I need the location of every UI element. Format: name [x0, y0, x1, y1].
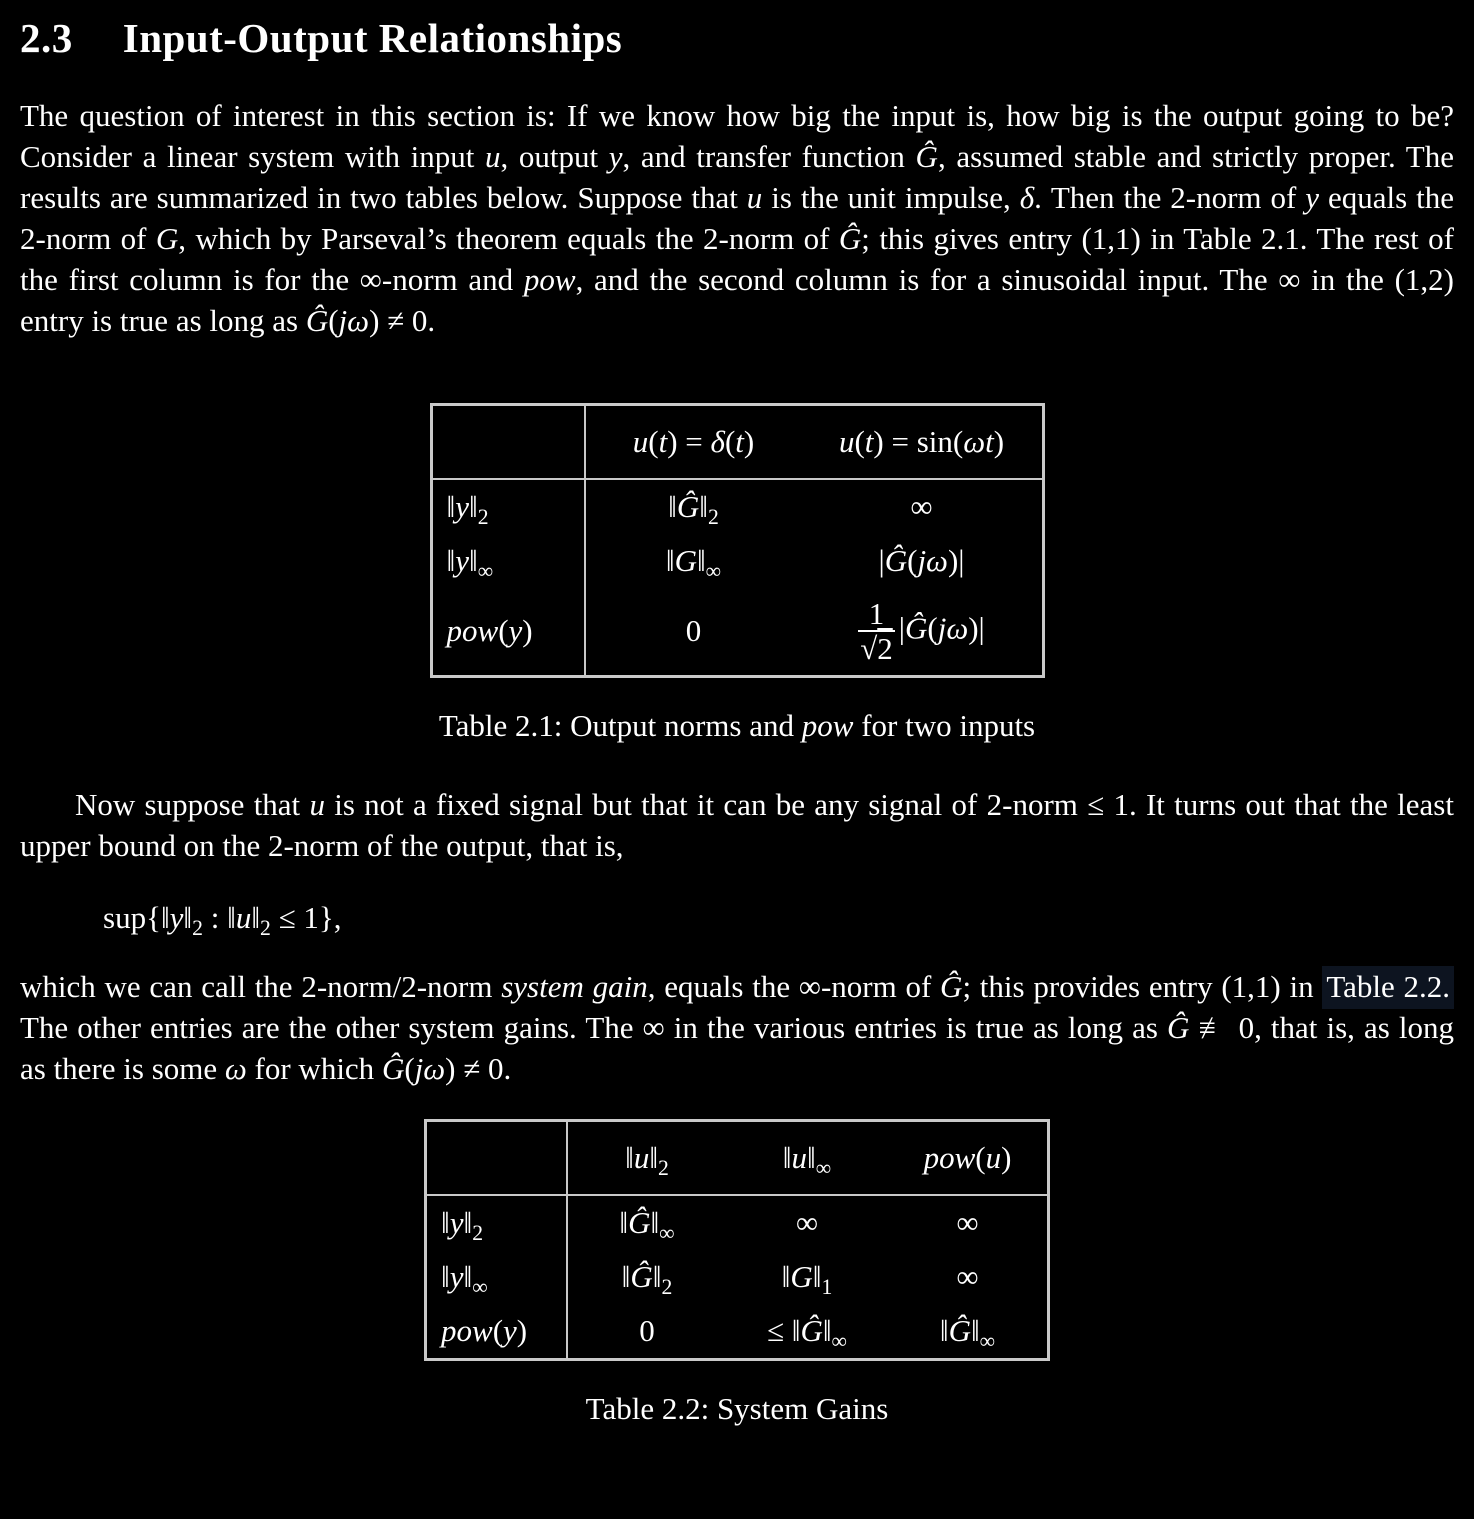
- table-cell: ∞: [795, 1204, 819, 1240]
- table-cell: $‖Ĝ‖_2$: [668, 489, 719, 530]
- table-2-1: [430, 403, 1045, 678]
- column-header-cell: $‖u‖_2$: [567, 1120, 726, 1195]
- table-2-2-figure: [20, 1119, 1454, 1427]
- table-cell: |Ĝ(jω)|: [878, 543, 965, 578]
- table-2-2-caption: Table 2.2: System Gains: [585, 1390, 889, 1426]
- table-row: [426, 1195, 1049, 1250]
- table-cell: ≤ $‖Ĝ‖_\infty$: [766, 1312, 848, 1354]
- table-2-1-figure: [20, 403, 1454, 744]
- table-cell: ∞: [956, 1258, 979, 1294]
- paragraph-intro: The question of interest in this section is: If we know how big the input is, how big is the output going to be? Consider a linear system with input u, output y, and transfer function Ĝ, assumed stable and strictly proper. The results are summarized in two tables below. Suppose that u is the unit impulse, δ. Then the 2-norm of y equals the 2-norm of G, which by Parseval’s theorem equals the 2-norm of Ĝ; this gives entry (1,1) in Table 2.1. The rest of the first column is for the ∞-norm and pow, and the second column is for a sinusoidal input. The ∞ in the (1,2) entry is true as long as Ĝ(jω) ≠ 0.: [20, 98, 1454, 338]
- table-2-1-caption: Table 2.1: Output norms and pow for two inputs: [438, 707, 1036, 743]
- table-row: [431, 534, 1043, 588]
- table-cell: ∞: [910, 489, 933, 524]
- table-2-2: [424, 1119, 1050, 1361]
- column-header-cell: pow(u): [888, 1120, 1049, 1195]
- row-label-cell: $‖y‖_\infty$: [426, 1250, 568, 1304]
- column-header-cell: u(t) = sin(ωt): [802, 405, 1044, 480]
- table-cell: ∞: [956, 1204, 979, 1240]
- section-heading: [20, 14, 1454, 62]
- table-cell: $‖G‖_\infty$: [665, 543, 722, 584]
- table-row: [431, 588, 1043, 676]
- corner-cell: [431, 405, 585, 480]
- table-cell: $‖G‖_1$: [781, 1258, 833, 1300]
- corner-cell: [426, 1120, 568, 1195]
- table-2-2-link[interactable]: Table 2.2.: [1322, 966, 1454, 1009]
- column-header-cell: $‖u‖_\infty$: [726, 1120, 888, 1195]
- table-cell: 0: [639, 1312, 655, 1348]
- table-cell: $‖Ĝ‖_2$: [621, 1258, 673, 1300]
- table-header-row: [426, 1120, 1049, 1195]
- table-cell: 0: [685, 613, 702, 649]
- row-label-cell: $‖y‖_2$: [431, 479, 585, 534]
- row-label-cell: $‖y‖_2$: [426, 1195, 568, 1250]
- table-row: [426, 1250, 1049, 1304]
- table-header-row: [431, 405, 1043, 480]
- row-label-cell: $‖y‖_\infty$: [431, 534, 585, 588]
- section-number: 2.3: [20, 15, 73, 61]
- row-label-cell: pow(y): [431, 588, 585, 676]
- table-cell: $\frac{1}{√2}$ |Ĝ(jω)|: [860, 596, 985, 667]
- table-row: [426, 1304, 1049, 1360]
- section-title: Input-Output Relationships: [122, 15, 623, 61]
- paragraph-middle: Now suppose that u is not a fixed signal but that it can be any signal of 2-norm ≤ 1. It turns out that the least upper bound on the 2-norm of the output, that is,: [20, 786, 1454, 863]
- table-cell: $‖Ĝ‖_\infty$: [619, 1204, 675, 1246]
- table-cell: $‖Ĝ‖_\infty$: [939, 1312, 996, 1354]
- row-label-cell: pow(y): [426, 1304, 568, 1360]
- paragraph-gains: which we can call the 2-norm/2-norm system gain, equals the ∞-norm of Ĝ; this provides entry (1,1) in Table 2.2. The other entries are the other system gains. The ∞ in the various entries is true as long as Ĝ ≢ 0, that is, as long as there is some ω for which Ĝ(jω) ≠ 0.: [20, 966, 1454, 1089]
- equation-system-gain: $sup\{‖y‖_2$ : $‖u‖_2 \le 1$},: [103, 899, 342, 941]
- column-header-cell: u(t) = δ(t): [585, 405, 802, 480]
- table-row: [431, 479, 1043, 534]
